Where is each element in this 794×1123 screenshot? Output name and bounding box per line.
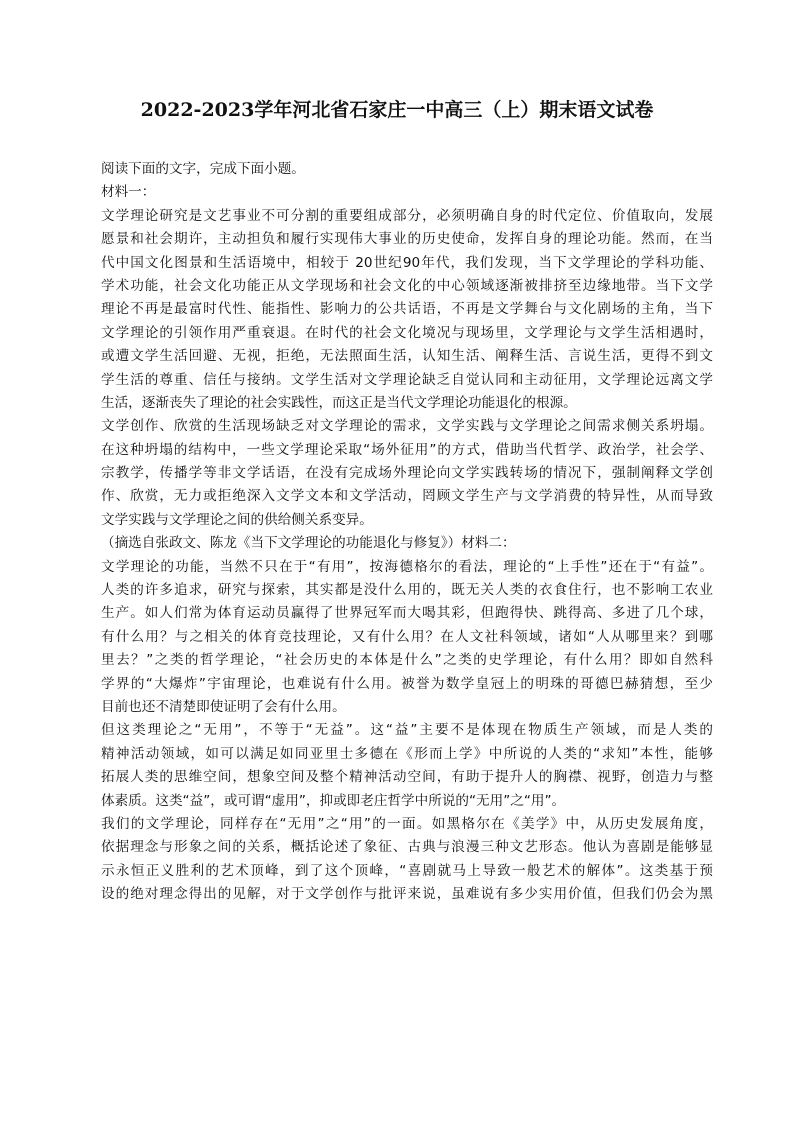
text-line: 文学理论研究是文艺事业不可分割的重要组成部分，必须明确自身的时代定位、价值取向，发展 (101, 207, 713, 224)
article-body (101, 158, 713, 907)
text-line: 依据理念与形象之间的关系，概括论述了象征、古典与浪漫三种文艺形态。他认为喜剧是能够显 (101, 839, 713, 856)
text-line: 有什么用？与之相关的体育竞技理论，又有什么用？在人文社科领域，诸如“人从哪里来？到哪 (101, 628, 713, 645)
page-title: 2022-2023学年河北省石家庄一中高三（上）期末语文试卷 (140, 99, 654, 121)
text-line: 在这种坍塌的结构中，一些文学理论采取“场外征用”的方式，借助当代哲学、政治学，社会学、 (101, 441, 713, 458)
text-line: 生产。如人们常为体育运动员赢得了世界冠军而大喝其彩，但跑得快、跳得高、多进了几个球， (101, 605, 713, 622)
text-line: 设的绝对理念得出的见解，对于文学创作与批评来说，虽难说有多少实用价值，但我们仍会为黑 (101, 886, 713, 903)
text-line: 代中国文化图景和生活语境中，相较于 20世纪90年代，我们发现，当下文学理论的学科功能、 (101, 254, 713, 271)
text-line: 学界的“大爆炸”宇宙理论，也难说有什么用。被誉为数学皇冠上的明珠的哥德巴赫猜想，至少 (101, 675, 713, 692)
text-line: 人类的许多追求，研究与探索，其实都是没什么用的，既无关人类的衣食住行，也不影响工农业 (101, 582, 713, 599)
text-line: 文学理论的功能，当然不只在于“有用”，按海德格尔的看法，理论的“上手性”还在于“有益”。 (101, 558, 713, 575)
text-line: 作、欣赏，无力或拒绝深入文学文本和文学活动，罔顾文学生产与文学消费的特异性，从而导致 (101, 488, 713, 505)
text-line: 文学实践与文学理论之间的供给侧关系变异。 (101, 511, 373, 528)
text-line: 里去？”之类的哲学理论，“社会历史的本体是什么”之类的史学理论，有什么用？即如自然科 (101, 652, 713, 669)
text-line: 材料一： (101, 184, 156, 201)
text-line: 拓展人类的思维空间，想象空间及整个精神活动空间，有助于提升人的胸襟、视野，创造力与整 (101, 769, 713, 786)
text-line: 学生活的尊重、信任与接纳。文学生活对文学理论缺乏自觉认同和主动征用，文学理论远离文学 (101, 371, 713, 388)
text-line: 文学创作、欣赏的生活现场缺乏对文学理论的需求，文学实践与文学理论之间需求侧关系坍塌。 (101, 418, 713, 435)
text-line: 但这类理论之“无用”，不等于“无益”。这“益”主要不是体现在物质生产领域，而是人类的 (101, 722, 713, 739)
text-line: 我们的文学理论，同样存在“无用”之“用”的一面。如黑格尔在《美学》中，从历史发展角度， (101, 815, 713, 832)
text-line: 精神活动领域，如可以满足如同亚里士多德在《形而上学》中所说的人类的“求知”本性，能够 (101, 745, 713, 762)
text-line: 理论不再是最富时代性、能指性、影响力的公共话语，不再是文学舞台与文化剧场的主角，当下 (101, 301, 713, 318)
text-line: 阅读下面的文字，完成下面小题。 (101, 161, 305, 177)
text-line: （摘选自张政文、陈龙《当下文学理论的功能退化与修复》）材料二： (101, 535, 516, 552)
text-line: 示永恒正义胜利的艺术顶峰，到了这个顶峰，“喜剧就马上导致一般艺术的解体”。这类基于预 (101, 862, 713, 879)
text-line: 愿景和社会期许，主动担负和履行实现伟大事业的历史使命，发挥自身的理论功能。然而，在当 (101, 231, 713, 248)
text-line: 目前也还不清楚即使证明了会有什么用。 (101, 698, 346, 715)
text-line: 宗教学，传播学等非文学话语，在没有完成场外理论向文学实践转场的情况下，强制阐释文学创 (101, 465, 713, 482)
text-line: 学术功能，社会文化功能正从文学现场和社会文化的中心领域逐渐被排挤至边缘地带。当下文学 (101, 277, 713, 294)
text-line: 生活，逐渐丧失了理论的社会实践性，而这正是当代文学理论功能退化的根源。 (101, 394, 577, 411)
text-line: 或遭文学生活回避、无视，拒绝，无法照面生活，认知生活、阐释生活、言说生活，更得不到文 (101, 348, 713, 365)
text-line: 体素质。这类“益”，或可谓“虚用”，抑或即老庄哲学中所说的“无用”之“用”。 (101, 792, 566, 809)
text-line: 文学理论的引领作用严重衰退。在时代的社会文化境况与现场里，文学理论与文学生活相遇时， (101, 324, 713, 341)
